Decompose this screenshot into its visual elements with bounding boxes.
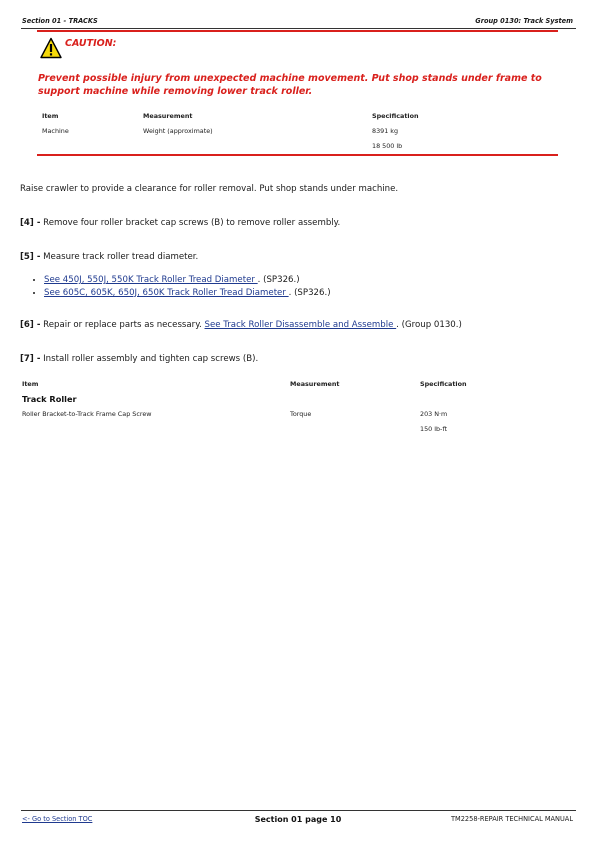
step-4-text: Remove four roller bracket cap screws (B) to remove roller assembly.: [40, 218, 341, 228]
spec-row-item: Roller Bracket-to-Track Frame Cap Screw: [22, 410, 152, 418]
caution-box: [37, 30, 558, 156]
manual-title: TM2258-REPAIR TECHNICAL MANUAL: [451, 815, 573, 823]
step-6-text: Repair or replace parts as necessary.: [40, 320, 205, 330]
step-6: [20, 320, 462, 330]
caution-col-specification: Specification: [372, 112, 419, 120]
link-suffix: . (SP326.): [288, 287, 331, 298]
spec-col-item: Item: [22, 380, 39, 388]
link-450j-tread-diameter[interactable]: See 450J, 550J, 550K Track Roller Tread Diameter: [44, 275, 258, 285]
spec-col-specification: Specification: [420, 380, 467, 388]
step-7-number: [7] -: [20, 354, 41, 364]
caution-row-measurement: Weight (approximate): [143, 127, 213, 135]
step-6-suffix: . (Group 0130.): [396, 320, 462, 330]
caution-row-spec-imperial: 18 500 lb: [372, 142, 403, 150]
step-6-number: [6] -: [20, 320, 41, 330]
caution-bottom-bar: [37, 154, 558, 156]
spec-row-measurement: Torque: [290, 410, 312, 418]
spec-row-torque-metric: 203 N·m: [420, 410, 448, 418]
reference-link-list: [30, 274, 331, 299]
warning-triangle-icon: [40, 37, 62, 59]
section-title: Section 01 - TRACKS: [22, 17, 98, 25]
step-5: [20, 252, 198, 262]
caution-row-spec-metric: 8391 kg: [372, 127, 399, 135]
section-toc-link[interactable]: <- Go to Section TOC: [22, 815, 93, 823]
spec-row-torque-imperial: 150 lb-ft: [420, 425, 448, 433]
link-suffix: . (SP326.): [257, 275, 300, 285]
spec-table-title: Track Roller: [22, 394, 77, 404]
step-7: [20, 354, 258, 364]
spec-col-measurement: Measurement: [290, 380, 340, 388]
caution-text: Prevent possible injury from unexpected machine movement. Put shop stands under frame to support machine while removing lower track roller.: [38, 73, 542, 97]
step-4-number: [4] -: [20, 218, 41, 228]
list-item: [44, 274, 331, 287]
intro-paragraph: Raise crawler to provide a clearance for roller removal. Put shop stands under machine.: [20, 184, 399, 194]
footer-divider: [21, 810, 576, 811]
step-5-number: [5] -: [20, 252, 41, 262]
group-title: Group 0130: Track System: [475, 17, 573, 25]
page-number: Section 01 page 10: [254, 815, 342, 824]
header-divider: [21, 28, 576, 29]
caution-col-item: Item: [42, 112, 59, 120]
step-4: [20, 218, 340, 228]
caution-title: CAUTION:: [65, 38, 117, 49]
caution-col-measurement: Measurement: [143, 112, 193, 120]
link-605c-tread-diameter[interactable]: See 605C, 605K, 650J, 650K Track Roller Tread Diameter: [44, 287, 289, 298]
caution-top-bar: [37, 30, 558, 32]
step-5-text: Measure track roller tread diameter.: [40, 252, 199, 262]
list-item: [44, 287, 331, 300]
step-7-text: Install roller assembly and tighten cap screws (B).: [40, 354, 259, 364]
link-disassemble-assemble[interactable]: See Track Roller Disassemble and Assemble: [204, 320, 397, 330]
caution-row-item: Machine: [42, 127, 69, 135]
